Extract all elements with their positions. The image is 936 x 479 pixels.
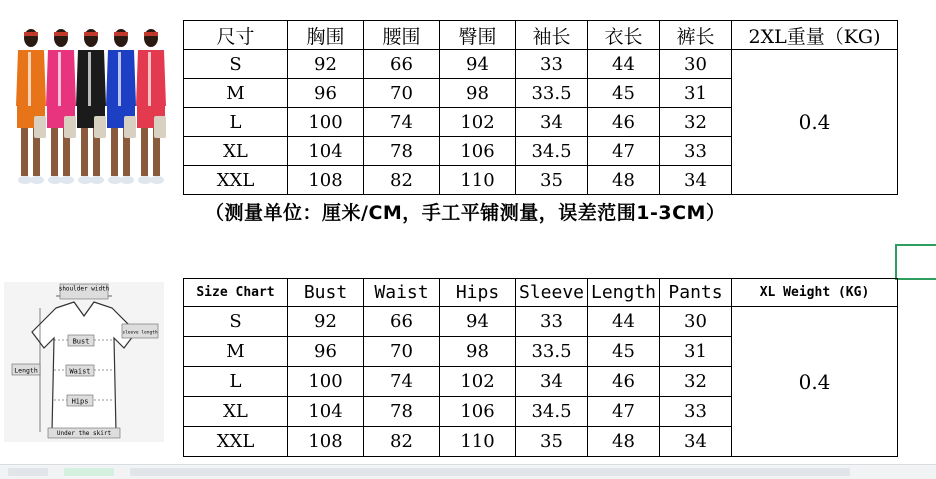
cell-length: 47 [588, 137, 660, 166]
cell-bust: 108 [288, 427, 364, 457]
cell-waist: 78 [364, 397, 440, 427]
cell-length: 48 [588, 166, 660, 195]
cell-size: S [184, 50, 288, 79]
header-length: Length [588, 279, 660, 307]
cell-sleeve: 33 [516, 50, 588, 79]
cell-pants: 31 [660, 337, 732, 367]
cell-length: 46 [588, 108, 660, 137]
header-hips: 臀围 [440, 21, 516, 50]
cell-size: L [184, 367, 288, 397]
cell-length: 47 [588, 397, 660, 427]
garment-diagram [4, 282, 164, 442]
cell-hips: 98 [440, 79, 516, 108]
cell-waist: 70 [364, 337, 440, 367]
cell-sleeve: 34.5 [516, 397, 588, 427]
cell-length: 44 [588, 307, 660, 337]
header-waist: 腰围 [364, 21, 440, 50]
cell-pants: 32 [660, 108, 732, 137]
cell-size: L [184, 108, 288, 137]
model-figure [46, 29, 76, 184]
cell-waist: 74 [364, 367, 440, 397]
product-photo [12, 24, 182, 190]
diagram-label-hem: Under the skirt [56, 430, 112, 437]
cell-sleeve: 34 [516, 108, 588, 137]
diagram-label-shoulder: shoulder width [58, 285, 110, 293]
cell-sleeve: 34.5 [516, 137, 588, 166]
cell-sleeve: 33 [516, 307, 588, 337]
cell-waist: 70 [364, 79, 440, 108]
header-pants: 裤长 [660, 21, 732, 50]
cell-waist: 82 [364, 427, 440, 457]
toolbar-segment [8, 468, 48, 476]
model-figure [76, 29, 106, 184]
cell-size: XL [184, 397, 288, 427]
cell-pants: 33 [660, 397, 732, 427]
size-table-chinese [183, 20, 898, 195]
header-bust: Bust [288, 279, 364, 307]
cell-hips: 110 [440, 166, 516, 195]
cell-pants: 30 [660, 50, 732, 79]
cell-bust: 108 [288, 166, 364, 195]
cell-bust: 96 [288, 337, 364, 367]
cell-pants: 33 [660, 137, 732, 166]
cell-size: XXL [184, 166, 288, 195]
diagram-label-sleeve: sleeve length [122, 330, 158, 336]
selection-box [895, 244, 936, 280]
cell-pants: 34 [660, 166, 732, 195]
toolbar-segment [64, 468, 114, 476]
cell-waist: 74 [364, 108, 440, 137]
diagram-label-length: Length [14, 366, 38, 375]
cell-waist: 82 [364, 166, 440, 195]
model-figure [106, 29, 136, 184]
header-length: 衣长 [588, 21, 660, 50]
header-pants: Pants [660, 279, 732, 307]
cell-weight: 0.4 [732, 307, 898, 457]
cell-size: S [184, 307, 288, 337]
header-weight: XL Weight (KG) [732, 279, 898, 307]
diagram-label-bust: Bust [72, 337, 90, 346]
toolbar-segment [130, 468, 850, 476]
cell-bust: 92 [288, 50, 364, 79]
cell-bust: 92 [288, 307, 364, 337]
cell-hips: 106 [440, 397, 516, 427]
cell-size: M [184, 79, 288, 108]
cell-sleeve: 33.5 [516, 337, 588, 367]
cell-sleeve: 34 [516, 367, 588, 397]
diagram-label-hips: Hips [71, 397, 89, 406]
cell-bust: 96 [288, 79, 364, 108]
cell-hips: 102 [440, 367, 516, 397]
model-figure [136, 29, 166, 184]
cell-hips: 102 [440, 108, 516, 137]
table-header-row [184, 279, 898, 307]
cell-bust: 100 [288, 108, 364, 137]
cell-length: 45 [588, 337, 660, 367]
cell-pants: 31 [660, 79, 732, 108]
cell-sleeve: 35 [516, 427, 588, 457]
cell-length: 48 [588, 427, 660, 457]
header-sleeve: 袖长 [516, 21, 588, 50]
cell-length: 45 [588, 79, 660, 108]
cell-pants: 30 [660, 307, 732, 337]
diagram-label-waist: Waist [69, 367, 91, 376]
cell-sleeve: 35 [516, 166, 588, 195]
size-table-english [183, 278, 898, 457]
header-bust: 胸围 [288, 21, 364, 50]
cell-hips: 94 [440, 50, 516, 79]
cell-size: XXL [184, 427, 288, 457]
cell-hips: 94 [440, 307, 516, 337]
header-waist: Waist [364, 279, 440, 307]
cell-waist: 66 [364, 50, 440, 79]
model-figure [16, 29, 46, 184]
cell-size: M [184, 337, 288, 367]
cell-hips: 98 [440, 337, 516, 367]
cell-bust: 104 [288, 137, 364, 166]
cell-length: 44 [588, 50, 660, 79]
measurement-note: （测量单位：厘米/CM，手工平铺测量，误差范围1-3CM） [205, 202, 726, 224]
table-row [184, 50, 898, 79]
header-weight: 2XL重量（KG) [732, 21, 898, 50]
header-sleeve: Sleeve [516, 279, 588, 307]
cell-bust: 100 [288, 367, 364, 397]
cell-length: 46 [588, 367, 660, 397]
header-hips: Hips [440, 279, 516, 307]
bottom-toolbar [0, 464, 936, 479]
cell-waist: 66 [364, 307, 440, 337]
cell-size: XL [184, 137, 288, 166]
cell-hips: 106 [440, 137, 516, 166]
cell-sleeve: 33.5 [516, 79, 588, 108]
header-size: 尺寸 [184, 21, 288, 50]
cell-pants: 32 [660, 367, 732, 397]
header-size: Size Chart [184, 279, 288, 307]
cell-weight: 0.4 [732, 50, 898, 195]
table-header-row [184, 21, 898, 50]
cell-waist: 78 [364, 137, 440, 166]
cell-bust: 104 [288, 397, 364, 427]
cell-pants: 34 [660, 427, 732, 457]
table-row [184, 307, 898, 337]
cell-hips: 110 [440, 427, 516, 457]
